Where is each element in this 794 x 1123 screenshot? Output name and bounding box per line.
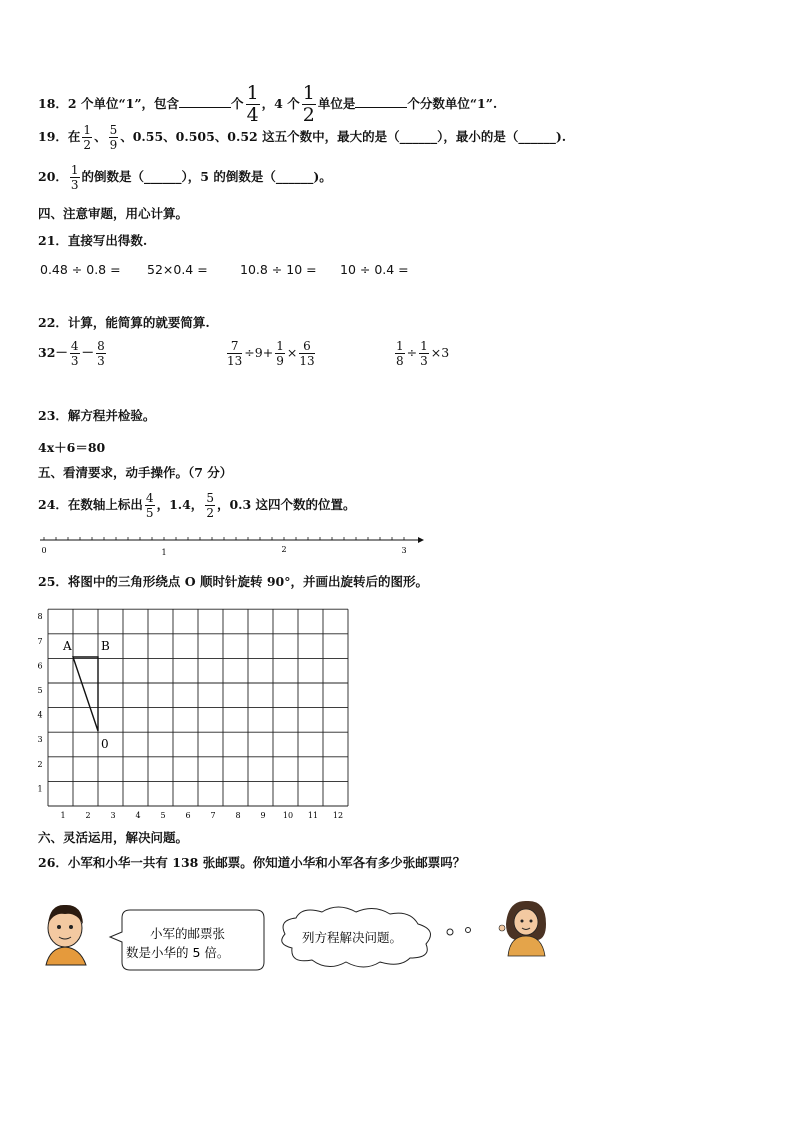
q22-expression-3: $\frac{1}{8}$ ÷ $\frac{1}{3}$ ×3: [396, 339, 450, 368]
x-axis-label: 10: [282, 811, 294, 820]
q18-number: 18．: [38, 96, 68, 111]
q18-text-2: 个: [231, 96, 244, 111]
q19-text-2: 、0.55、0.505、0.52 这五个数中，最大的是（______），最小的是（______).: [120, 129, 567, 144]
y-axis-label: 6: [37, 661, 43, 671]
question-20: [38, 164, 332, 191]
q19-number: 19．: [38, 129, 68, 144]
x-axis-label: 5: [160, 811, 166, 820]
y-axis-label: 7: [37, 636, 43, 646]
y-axis-label: 2: [37, 759, 43, 769]
x-axis-label: 8: [235, 811, 241, 820]
x-axis-label: 2: [85, 811, 91, 820]
axis-label-3: 3: [401, 546, 407, 555]
section-5-heading: 五、看清要求，动手操作。（7 分）: [38, 465, 233, 480]
question-18: [38, 84, 497, 125]
question-26-title: 26．小军和小华一共有 138 张邮票。你知道小华和小军各有多少张邮票吗？: [38, 855, 466, 870]
q22-expression-1: 32－ $\frac{4}{3}$ － $\frac{8}{3}$: [38, 339, 105, 368]
q18-text-5: 个分数单位“1”.: [407, 96, 498, 111]
x-axis-label: 4: [135, 811, 141, 820]
q21-item-3: 10.8 ÷ 10 =: [240, 262, 317, 277]
q20-text: 的倒数是（______），5 的倒数是（______)。: [81, 169, 332, 184]
q18-fraction-2: $\frac{1}{2}$: [302, 82, 315, 126]
point-a-label: A: [63, 639, 72, 653]
triangle-abo: [73, 657, 98, 731]
axis-label-0: 0: [41, 546, 47, 555]
bubble-1-line-2: 数是小华的 5 倍。: [126, 945, 230, 960]
q18-fraction-1: $\frac{1}{4}$: [246, 82, 259, 126]
question-23-title: 23．解方程并检验。: [38, 408, 156, 423]
x-axis-label: 12: [332, 811, 344, 820]
bubble-1-line-1: 小军的邮票张: [150, 926, 226, 941]
question-24: 24．在数轴上标出 $\frac{4}{5}$ ，1.4， $\frac{5}{2}$ ，0.3 这四个数的位置。: [38, 491, 356, 520]
question-21-title: 21．直接写出得数.: [38, 233, 148, 248]
y-axis-label: 4: [37, 710, 43, 720]
axis-label-1: 1: [161, 548, 167, 557]
q19-text-1: 在: [67, 129, 81, 144]
point-o-label: 0: [101, 737, 109, 751]
q21-item-1: 0.48 ÷ 0.8 =: [40, 262, 121, 277]
q20-fraction: $\frac{1}{3}$: [70, 163, 79, 192]
girl-icon: [499, 901, 546, 956]
section-4-heading: 四、注意审题，用心计算。: [38, 206, 189, 221]
rotation-grid[interactable]: [32, 600, 362, 822]
x-axis-label: 11: [307, 811, 319, 820]
q18-blank-1[interactable]: [179, 95, 231, 108]
number-line[interactable]: [30, 530, 430, 560]
q18-blank-2[interactable]: [355, 95, 407, 108]
q19-fraction-1: $\frac{1}{2}$: [83, 123, 92, 152]
question-25-title: 25．将图中的三角形绕点 O 顺时针旋转 90°，并画出旋转后的图形。: [38, 574, 428, 589]
x-axis-label: 7: [210, 811, 216, 820]
y-axis-label: 1: [37, 784, 43, 794]
q26-illustration: [40, 890, 560, 975]
y-axis-label: 3: [37, 735, 43, 745]
point-b-label: B: [101, 639, 110, 653]
q20-number: 20．: [38, 169, 68, 184]
x-axis-label: 9: [260, 811, 266, 820]
boy-icon: [46, 905, 86, 965]
q19-fraction-2: $\frac{5}{9}$: [109, 123, 118, 152]
q18-text-4: 单位是: [317, 96, 356, 111]
q23-equation: 4x＋6＝80: [38, 440, 106, 455]
q18-text-1: 2 个单位“1”，包含: [67, 96, 180, 111]
section-6-heading: 六、灵活运用，解决问题。: [38, 830, 189, 845]
thought-text: 列方程解决问题。: [302, 930, 403, 945]
y-axis-label: 5: [37, 686, 43, 695]
x-axis-label: 3: [110, 811, 116, 820]
q19-separator: 、: [94, 129, 107, 144]
question-19: [38, 124, 566, 151]
question-22-title: 22．计算，能简算的就要简算.: [38, 315, 210, 330]
q22-expression-2: $\frac{7}{13}$ ÷9+ $\frac{1}{9}$ × $\frac{6}{13}$: [227, 339, 315, 368]
x-axis-label: 1: [60, 811, 66, 820]
q21-item-4: 10 ÷ 0.4 =: [340, 262, 409, 277]
axis-label-2: 2: [281, 545, 287, 554]
q21-item-2: 52×0.4 =: [147, 262, 208, 277]
q18-text-3: ，4 个: [261, 96, 300, 111]
x-axis-label: 6: [185, 811, 191, 820]
y-axis-label: 8: [37, 612, 43, 622]
